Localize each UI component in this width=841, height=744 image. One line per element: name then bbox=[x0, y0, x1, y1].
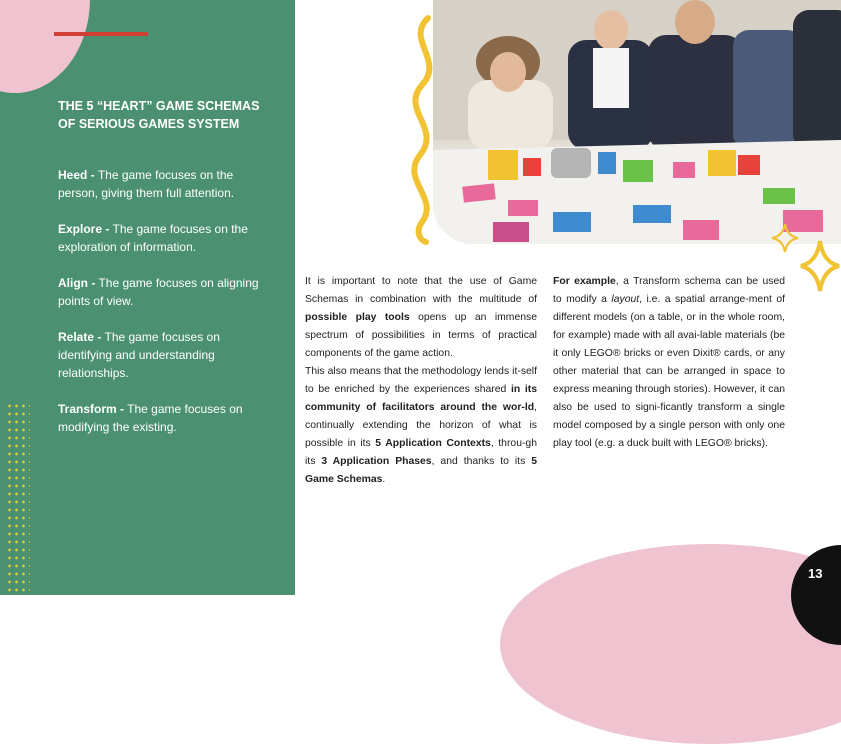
schema-description: The game focuses on modifying the existing. bbox=[58, 402, 243, 434]
schema-transform bbox=[58, 400, 273, 436]
schema-name: Align - bbox=[58, 276, 96, 290]
body-text: , throu-gh its bbox=[305, 438, 537, 467]
sparkle-icon bbox=[770, 222, 800, 254]
yellow-squiggle-decoration bbox=[400, 10, 450, 245]
body-text-bold: 5 Game Schemas bbox=[305, 456, 537, 485]
schema-description: The game focuses on identifying and understanding relationships. bbox=[58, 330, 220, 380]
body-text: , a Transform schema can be used to modify a bbox=[553, 276, 785, 305]
schema-description: The game focuses on the exploration of information. bbox=[58, 222, 248, 254]
sidebar-title: THE 5 “HEART” GAME SCHEMAS OF SERIOUS GAMES SYSTEM bbox=[58, 99, 260, 131]
schema-explore bbox=[58, 220, 273, 256]
body-text: . bbox=[382, 474, 386, 485]
body-text-italic: layout bbox=[611, 294, 640, 305]
schema-name: Explore - bbox=[58, 222, 110, 236]
schema-description: The game focuses on aligning points of view. bbox=[58, 276, 259, 308]
body-text-bold: possible play tools bbox=[305, 312, 410, 323]
decorative-pink-shape bbox=[500, 544, 841, 744]
body-text-bold: 3 Application Phases bbox=[321, 456, 432, 467]
photo-illustration bbox=[433, 0, 841, 244]
body-column-right bbox=[553, 273, 785, 453]
sidebar-panel bbox=[0, 0, 295, 595]
decorative-dot-grid bbox=[6, 402, 30, 592]
schema-name: Relate - bbox=[58, 330, 102, 344]
schema-name: Heed - bbox=[58, 168, 95, 182]
body-text: , continually extending the horizon of what is possible in its bbox=[305, 402, 537, 449]
body-text-bold: in its community of facilitators around the wor-ld bbox=[305, 384, 537, 413]
body-column-left bbox=[305, 273, 537, 489]
workshop-photo bbox=[433, 0, 841, 244]
body-text: opens up an immense spectrum of possibilities in terms of practical components of the game action. bbox=[305, 312, 537, 359]
decorative-pink-circle bbox=[0, 0, 90, 93]
schema-description: The game focuses on the person, giving them full attention. bbox=[58, 168, 235, 200]
body-text: , i.e. a spatial arrange-ment of different models (on a table, or in the whole room, for example) made with all avai-lable materials (be it only LEGO® bricks or even Dixit® cards, or any other material that can be arranged in space to express meaning through stories). However, it can also be used to signi-ficantly transform a single model composed by a single person with only one play tool (e.g. a duck built with LEGO® bricks). bbox=[553, 294, 785, 449]
page-number: 13 bbox=[808, 566, 823, 581]
accent-bar bbox=[54, 32, 148, 36]
sparkle-icon bbox=[798, 238, 841, 294]
body-text: This also means that the methodology lends it-self to be enriched by the experiences shared bbox=[305, 366, 537, 395]
schema-relate bbox=[58, 328, 273, 382]
body-text: , and thanks to its bbox=[431, 456, 532, 467]
body-text-bold: For example bbox=[553, 276, 616, 287]
schema-align bbox=[58, 274, 273, 310]
body-text: It is important to note that the use of Game Schemas in combination with the multitude of bbox=[305, 276, 537, 305]
schema-name: Transform - bbox=[58, 402, 125, 416]
body-text-bold: 5 Application Contexts bbox=[375, 438, 491, 449]
schema-heed bbox=[58, 166, 273, 202]
